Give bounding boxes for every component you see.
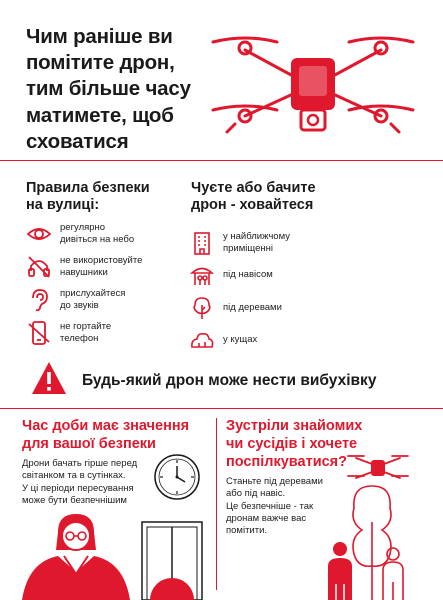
neighbors-body: Станьте під деревами або під навіс. Це безпечніше - так дронам важче вас помітити. bbox=[226, 476, 323, 537]
warning-icon bbox=[30, 360, 68, 396]
rule-item-listen: прислухайтеся до звуків bbox=[26, 287, 125, 313]
rule-item-no-headphones: не використовуйте навушники bbox=[26, 254, 142, 280]
time-body: Дрони бачать гірше перед світанком та в сутінках. У ці періоди пересування може бути безпечнішим bbox=[22, 458, 138, 507]
divider-middle bbox=[0, 408, 443, 409]
hide-item-bushes: у кущах bbox=[189, 327, 257, 353]
headline-line-3: тим більше часу bbox=[26, 77, 191, 101]
drone-illustration bbox=[205, 28, 420, 138]
no-headphones-icon bbox=[26, 254, 52, 280]
woman-illustration bbox=[18, 512, 138, 600]
person-left-illustration bbox=[322, 540, 358, 600]
building-icon bbox=[189, 230, 215, 256]
hide-title: Чуєте або бачите дрон - ховайтеся bbox=[191, 180, 316, 214]
ear-icon bbox=[26, 287, 52, 313]
time-title: Час доби має значення для вашої безпеки bbox=[22, 418, 190, 453]
rule-item-no-phone: не гортайте телефон bbox=[26, 320, 111, 346]
headline bbox=[26, 24, 216, 155]
headline-line-1: Чим раніше ви bbox=[26, 25, 173, 48]
bush-icon bbox=[189, 327, 215, 353]
street-rules-title: Правила безпеки на вулиці: bbox=[26, 180, 150, 214]
warning-text: Будь-який дрон може нести вибухівку bbox=[82, 372, 377, 389]
window-illustration bbox=[140, 520, 204, 600]
clock-icon bbox=[152, 452, 202, 502]
person-right-illustration bbox=[378, 546, 408, 600]
small-drone-icon bbox=[346, 450, 410, 484]
headline-line-2: помітите дрон, bbox=[26, 51, 175, 75]
no-phone-icon bbox=[26, 320, 52, 346]
tree-icon bbox=[189, 295, 215, 321]
hide-item-shelter: під навісом bbox=[189, 262, 273, 288]
rule-item-look-sky: регулярно дивіться на небо bbox=[26, 221, 134, 247]
shelter-icon bbox=[189, 262, 215, 288]
hide-item-building: у найближчому приміщенні bbox=[189, 230, 290, 256]
headline-line-4: матимете, щоб bbox=[26, 103, 174, 127]
hide-item-trees: під деревами bbox=[189, 295, 282, 321]
eye-icon bbox=[26, 221, 52, 247]
divider-vertical bbox=[216, 418, 217, 590]
divider-top bbox=[0, 160, 443, 161]
neighbors-title: Зустріли знайомих чи сусідів і хочете поспілкуватися? bbox=[226, 418, 363, 471]
headline-line-5: сховатися bbox=[26, 129, 129, 153]
